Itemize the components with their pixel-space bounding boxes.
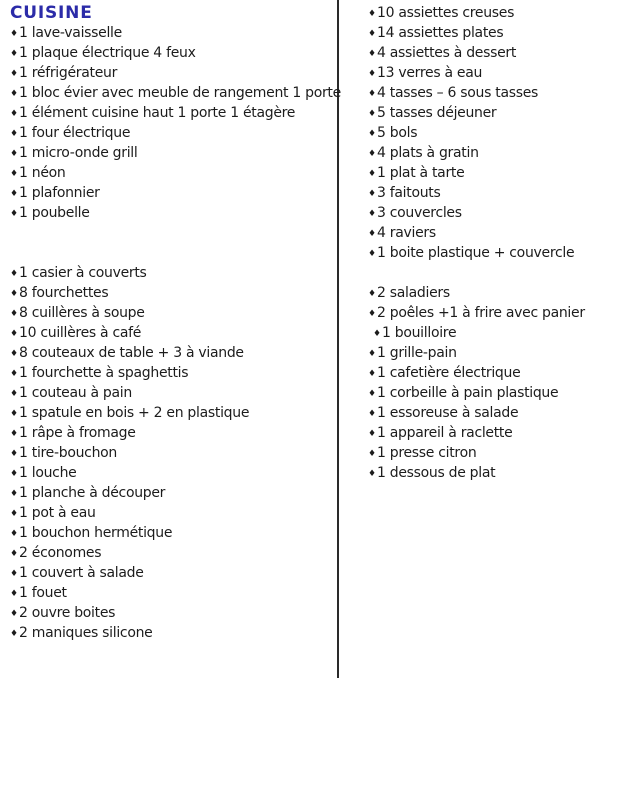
list-item xyxy=(368,63,620,83)
bullet-icon: ♦ xyxy=(368,249,376,259)
list-item xyxy=(10,483,334,503)
bullet-icon: ♦ xyxy=(368,9,376,19)
item-text: 2 économes xyxy=(19,545,102,561)
bullet-icon: ♦ xyxy=(10,209,18,219)
right-item-list xyxy=(368,3,620,483)
bullet-icon: ♦ xyxy=(368,469,376,479)
bullet-icon: ♦ xyxy=(368,429,376,439)
item-text: 4 plats à gratin xyxy=(377,145,479,161)
bullet-icon: ♦ xyxy=(10,529,18,539)
item-text: 1 tire-bouchon xyxy=(19,445,117,461)
bullet-icon: ♦ xyxy=(10,389,18,399)
item-text: 1 four électrique xyxy=(19,125,131,141)
item-text: 10 cuillères à café xyxy=(19,325,142,341)
item-text: 1 râpe à fromage xyxy=(19,425,136,441)
item-text: 1 cafetière électrique xyxy=(377,365,521,381)
list-item xyxy=(10,323,334,343)
item-text: 4 tasses – 6 sous tasses xyxy=(377,85,539,101)
item-text: 1 couvert à salade xyxy=(19,565,144,581)
item-text: 1 poubelle xyxy=(19,205,90,221)
blank-line xyxy=(10,243,334,263)
bullet-icon: ♦ xyxy=(368,29,376,39)
list-item xyxy=(368,143,620,163)
left-column xyxy=(10,3,341,643)
bullet-icon: ♦ xyxy=(10,189,18,199)
list-item xyxy=(10,423,334,443)
list-item xyxy=(368,443,620,463)
bullet-icon: ♦ xyxy=(10,309,18,319)
item-text: 1 micro-onde grill xyxy=(19,145,138,161)
list-item xyxy=(10,83,341,103)
bullet-icon: ♦ xyxy=(368,169,376,179)
bullet-icon: ♦ xyxy=(368,89,376,99)
item-text: 8 cuillères à soupe xyxy=(19,305,145,321)
bullet-icon: ♦ xyxy=(368,229,376,239)
list-item xyxy=(10,63,334,83)
bullet-icon: ♦ xyxy=(10,549,18,559)
item-text: 1 corbeille à pain plastique xyxy=(377,385,559,401)
bullet-icon: ♦ xyxy=(10,589,18,599)
list-item xyxy=(368,23,620,43)
item-text: 1 planche à découper xyxy=(19,485,166,501)
bullet-icon: ♦ xyxy=(368,309,376,319)
item-text: 1 pot à eau xyxy=(19,505,96,521)
bullet-icon: ♦ xyxy=(10,429,18,439)
bullet-icon: ♦ xyxy=(368,449,376,459)
list-item xyxy=(10,303,334,323)
bullet-icon: ♦ xyxy=(10,149,18,159)
bullet-icon: ♦ xyxy=(10,369,18,379)
bullet-icon: ♦ xyxy=(373,329,381,339)
list-item xyxy=(368,343,620,363)
list-item xyxy=(368,383,620,403)
column-divider xyxy=(337,0,339,678)
bullet-icon: ♦ xyxy=(368,49,376,59)
item-text: 1 bloc évier avec meuble de rangement 1 porte xyxy=(19,85,341,101)
bullet-icon: ♦ xyxy=(368,189,376,199)
bullet-icon: ♦ xyxy=(10,329,18,339)
list-item xyxy=(10,583,334,603)
item-text: 1 casier à couverts xyxy=(19,265,147,281)
item-text: 1 plafonnier xyxy=(19,185,100,201)
section-title: CUISINE xyxy=(10,3,93,23)
bullet-icon: ♦ xyxy=(10,69,18,79)
item-text: 8 couteaux de table + 3 à viande xyxy=(19,345,244,361)
list-item xyxy=(368,423,620,443)
list-item xyxy=(368,403,620,423)
bullet-icon: ♦ xyxy=(10,129,18,139)
bullet-icon: ♦ xyxy=(10,29,18,39)
item-text: 2 ouvre boites xyxy=(19,605,116,621)
list-item xyxy=(368,203,620,223)
bullet-icon: ♦ xyxy=(368,289,376,299)
list-item xyxy=(368,163,620,183)
list-item xyxy=(368,243,620,263)
list-item xyxy=(10,343,334,363)
list-item xyxy=(10,23,334,43)
bullet-icon: ♦ xyxy=(10,169,18,179)
item-text: 1 bouchon hermétique xyxy=(19,525,173,541)
item-text: 2 poêles +1 à frire avec panier xyxy=(377,305,585,321)
bullet-icon: ♦ xyxy=(10,109,18,119)
list-item xyxy=(368,103,620,123)
list-item xyxy=(368,363,620,383)
list-item xyxy=(368,43,620,63)
bullet-icon: ♦ xyxy=(368,69,376,79)
list-item xyxy=(10,543,334,563)
bullet-icon: ♦ xyxy=(10,569,18,579)
list-item xyxy=(10,563,334,583)
bullet-icon: ♦ xyxy=(10,629,18,639)
list-item xyxy=(368,83,620,103)
list-item xyxy=(368,323,620,343)
item-text: 1 couteau à pain xyxy=(19,385,132,401)
item-text: 1 réfrigérateur xyxy=(19,65,118,81)
left-item-list xyxy=(10,23,341,643)
item-text: 1 dessous de plat xyxy=(377,465,496,481)
right-column xyxy=(368,3,620,483)
bullet-icon: ♦ xyxy=(368,209,376,219)
bullet-icon: ♦ xyxy=(368,369,376,379)
bullet-icon: ♦ xyxy=(368,409,376,419)
item-text: 4 assiettes à dessert xyxy=(377,45,517,61)
item-text: 1 néon xyxy=(19,165,66,181)
bullet-icon: ♦ xyxy=(10,489,18,499)
item-text: 4 raviers xyxy=(377,225,436,241)
item-text: 1 élément cuisine haut 1 porte 1 étagère xyxy=(19,105,296,121)
item-text: 10 assiettes creuses xyxy=(377,5,515,21)
item-text: 1 spatule en bois + 2 en plastique xyxy=(19,405,250,421)
item-text: 1 essoreuse à salade xyxy=(377,405,519,421)
item-text: 1 louche xyxy=(19,465,77,481)
list-item xyxy=(10,203,334,223)
bullet-icon: ♦ xyxy=(10,469,18,479)
list-item xyxy=(10,103,334,123)
item-text: 14 assiettes plates xyxy=(377,25,504,41)
list-item xyxy=(10,283,334,303)
bullet-icon: ♦ xyxy=(368,129,376,139)
list-item xyxy=(10,263,334,283)
list-item xyxy=(368,283,620,303)
item-text: 1 presse citron xyxy=(377,445,477,461)
item-text: 1 appareil à raclette xyxy=(377,425,513,441)
item-text: 1 lave-vaisselle xyxy=(19,25,122,41)
item-text: 3 faitouts xyxy=(377,185,441,201)
list-item xyxy=(10,603,334,623)
item-text: 1 fouet xyxy=(19,585,67,601)
bullet-icon: ♦ xyxy=(10,89,18,99)
list-item xyxy=(10,443,334,463)
list-item xyxy=(10,363,334,383)
item-text: 1 boite plastique + couvercle xyxy=(377,245,575,261)
list-item xyxy=(10,143,334,163)
bullet-icon: ♦ xyxy=(10,409,18,419)
item-text: 5 tasses déjeuner xyxy=(377,105,497,121)
item-text: 1 plaque électrique 4 feux xyxy=(19,45,196,61)
item-text: 2 saladiers xyxy=(377,285,450,301)
list-item xyxy=(368,223,620,243)
blank-line xyxy=(368,263,620,283)
list-item xyxy=(10,403,334,423)
item-text: 3 couvercles xyxy=(377,205,462,221)
item-text: 1 bouilloire xyxy=(382,325,457,341)
list-item xyxy=(368,123,620,143)
bullet-icon: ♦ xyxy=(368,149,376,159)
item-text: 2 maniques silicone xyxy=(19,625,153,641)
list-item xyxy=(10,43,334,63)
item-text: 1 fourchette à spaghettis xyxy=(19,365,189,381)
item-text: 1 plat à tarte xyxy=(377,165,465,181)
list-item xyxy=(10,383,334,403)
list-item xyxy=(368,3,620,23)
list-item xyxy=(368,183,620,203)
bullet-icon: ♦ xyxy=(368,109,376,119)
bullet-icon: ♦ xyxy=(10,509,18,519)
bullet-icon: ♦ xyxy=(10,449,18,459)
list-item xyxy=(10,623,334,643)
list-item xyxy=(368,303,620,323)
blank-line xyxy=(10,223,334,243)
bullet-icon: ♦ xyxy=(368,349,376,359)
item-text: 13 verres à eau xyxy=(377,65,483,81)
bullet-icon: ♦ xyxy=(368,389,376,399)
bullet-icon: ♦ xyxy=(10,269,18,279)
bullet-icon: ♦ xyxy=(10,49,18,59)
item-text: 8 fourchettes xyxy=(19,285,109,301)
item-text: 1 grille-pain xyxy=(377,345,457,361)
bullet-icon: ♦ xyxy=(10,609,18,619)
list-item xyxy=(10,123,334,143)
bullet-icon: ♦ xyxy=(10,349,18,359)
list-item xyxy=(368,463,620,483)
bullet-icon: ♦ xyxy=(10,289,18,299)
list-item xyxy=(10,523,334,543)
list-item xyxy=(10,163,334,183)
list-item xyxy=(10,463,334,483)
item-text: 5 bols xyxy=(377,125,418,141)
list-item xyxy=(10,183,334,203)
list-item xyxy=(10,503,334,523)
